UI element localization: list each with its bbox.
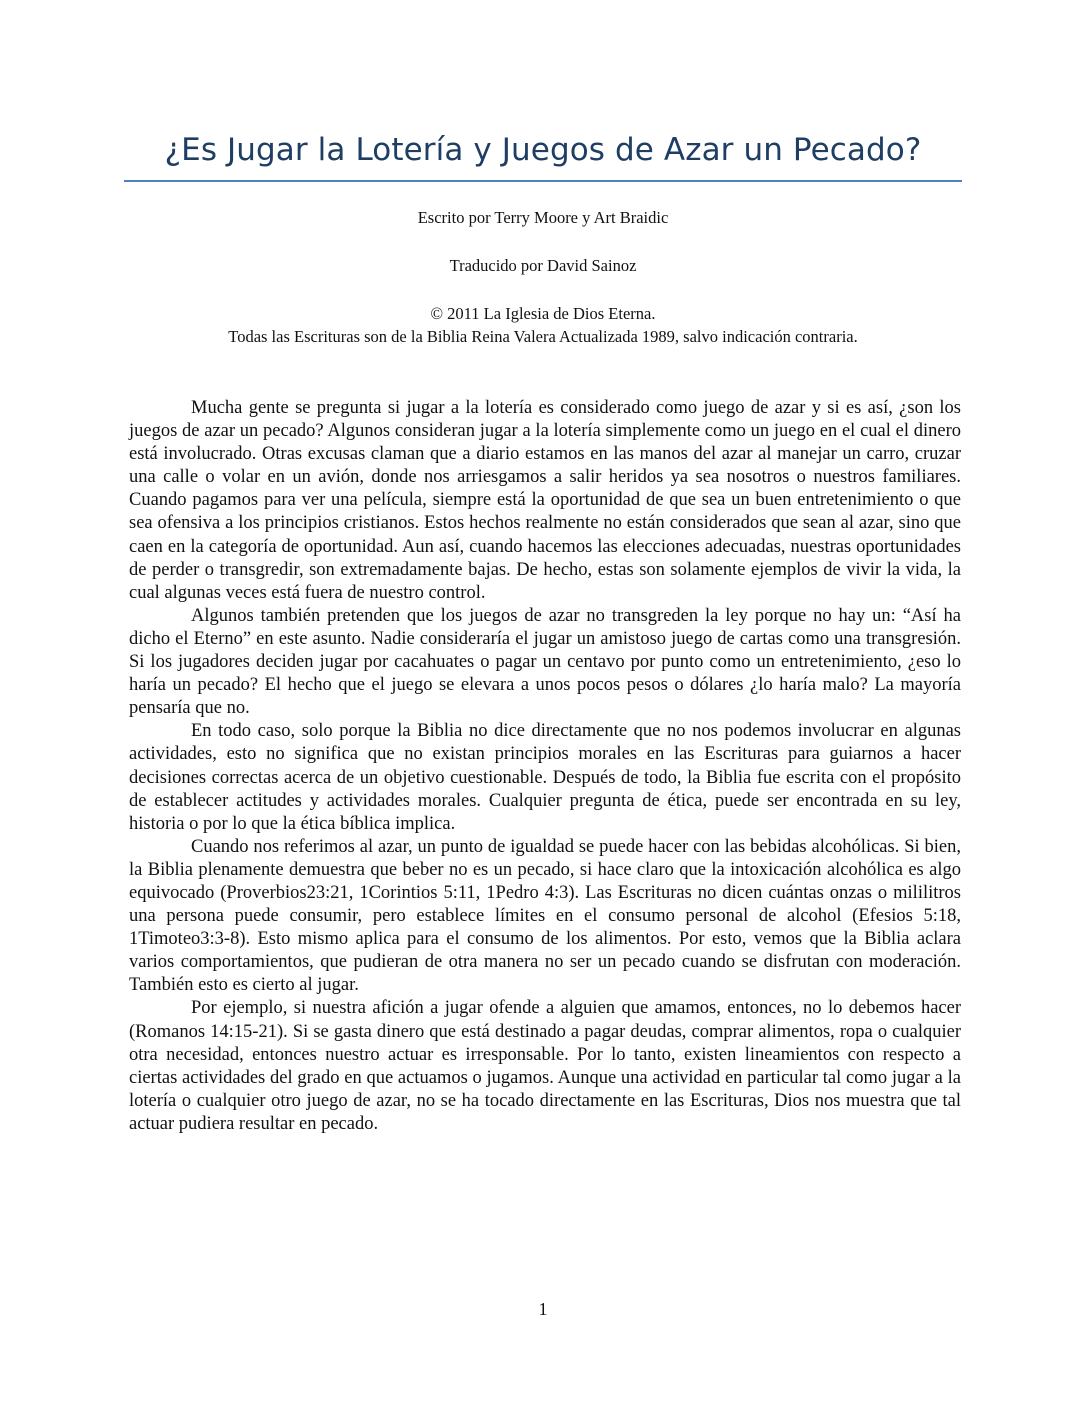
title-underline xyxy=(124,180,962,182)
copyright-line: © 2011 La Iglesia de Dios Eterna. xyxy=(430,304,656,323)
page-title: ¿Es Jugar la Lotería y Juegos de Azar un Pecado? xyxy=(164,132,922,168)
paragraph: Por ejemplo, si nuestra afición a jugar ofende a alguien que amamos, entonces, no lo debemos hacer (Romanos 14:15-21). Si se gasta dinero que está destinado a pagar deudas, comprar alimentos, ropa o cualquier otra necesidad, entonces nuestro actuar es irresponsable. Por lo tanto, existen lineamientos con respecto a ciertas actividades del grado en que actuamos o jugamos. Aunque una actividad en particular tal como jugar a la lotería o cualquier otro juego de azar, no se ha tocado directamente en las Escrituras, Dios nos muestra que tal actuar pudiera resultar en pecado. xyxy=(129,998,961,1134)
translator-line: Traducido por David Sainoz xyxy=(449,256,637,275)
scripture-note: Todas las Escrituras son de la Biblia Reina Valera Actualizada 1989, salvo indicación contraria. xyxy=(228,327,858,346)
page-number: 1 xyxy=(538,1299,548,1319)
paragraph: Cuando nos referimos al azar, un punto de igualdad se puede hacer con las bebidas alcohólicas. Si bien, la Biblia plenamente demuestra que beber no es un pecado, si hace claro que la intoxicación alcohólica es algo equivocado (Proverbios23:21, 1Corintios 5:11, 1Pedro 4:3). Las Escrituras no dicen cuántas onzas o mililitros una persona puede consumir, pero establece límites en el consumo personal de alcohol (Efesios 5:18, 1Timoteo3:3-8). Esto mismo aplica para el consumo de los alimentos. Por esto, vemos que la Biblia aclara varios comportamientos, que pudieran de otra manera no ser un pecado cuando se disfrutan con moderación. También esto es cierto al jugar. xyxy=(129,836,961,996)
paragraph: En todo caso, solo porque la Biblia no dice directamente que no nos podemos involucrar en algunas actividades, esto no significa que no existan principios morales en las Escrituras para guiarnos a hacer decisiones correctas acerca de un objetivo cuestionable. Después de todo, la Biblia fue escrita con el propósito de establecer actitudes y actividades morales. Cualquier pregunta de ética, puede ser encontrada en su ley, historia o por lo que la ética bíblica implica. xyxy=(129,721,961,834)
paragraph: Algunos también pretenden que los juegos de azar no transgreden la ley porque no hay un: “Así ha dicho el Eterno” en este asunto. Nadie consideraría el jugar un amistoso juego de cartas como una transgresión. Si los jugadores deciden jugar por cacahuates o pagar un centavo por punto como un entretenimiento, ¿eso lo haría un pecado? El hecho que el juego se elevara a unos pocos pesos o dólares ¿lo haría malo? La mayoría pensaría que no. xyxy=(129,605,961,719)
paragraph: Mucha gente se pregunta si jugar a la lotería es considerado como juego de azar y si es así, ¿son los juegos de azar un pecado? Algunos consideran jugar a la lotería simplemente como un juego en el cual el dinero está involucrado. Otras excusas claman que a diario estamos en las manos del azar al manejar un carro, cruzar una calle o volar en un avión, donde nos arriesgamos a salir heridos ya sea nosotros o nuestros familiares. Cuando pagamos para ver una película, siempre está la oportunidad de que sea un buen entretenimiento o que sea ofensiva a los principios cristianos. Estos hechos realmente no están considerados que sean al azar, sino que caen en la categoría de oportunidad. Aun así, cuando hacemos las elecciones adecuadas, nuestras oportunidades de perder o transgredir, son extremadamente bajas. De hecho, estas son solamente ejemplos de vivir la vida, la cual algunas veces está fuera de nuestro control. xyxy=(129,398,961,603)
article-body xyxy=(129,397,961,1136)
author-line: Escrito por Terry Moore y Art Braidic xyxy=(417,208,669,227)
